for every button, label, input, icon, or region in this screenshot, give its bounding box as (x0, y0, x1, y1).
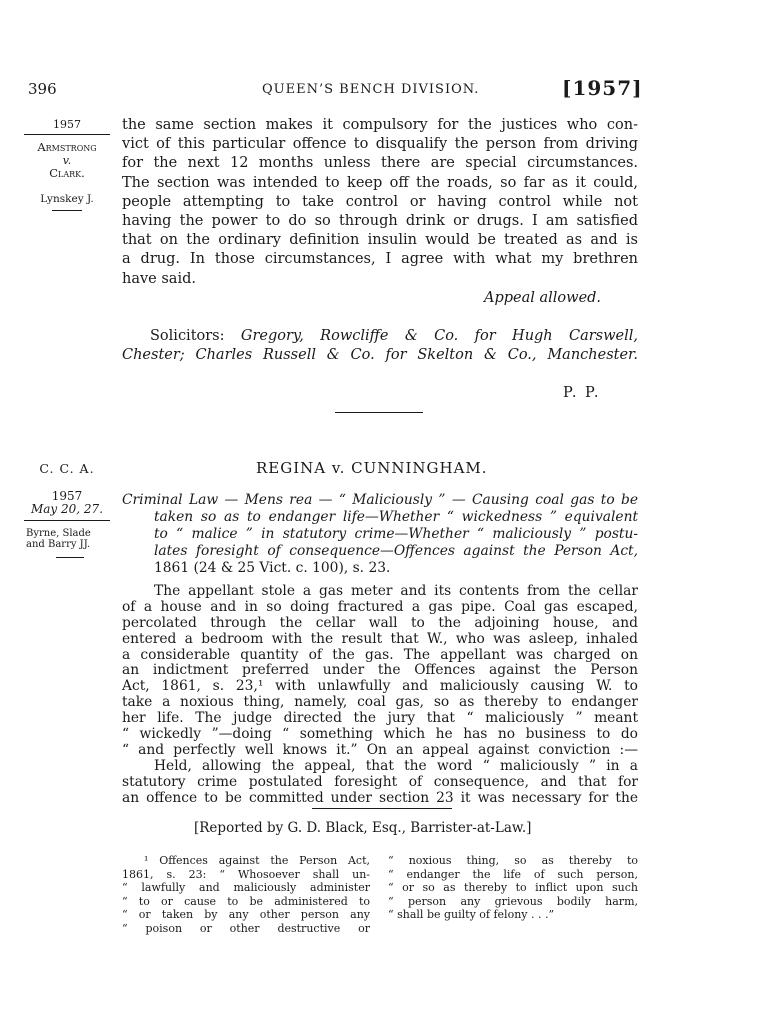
side-rule (24, 134, 110, 135)
reporter-separator (312, 808, 452, 809)
facts-line: “ wickedly ”—doing “ something which he has no business to do (122, 726, 638, 743)
facts-line: a considerable quantity of the gas. The appellant was charged on (122, 646, 638, 663)
footnote-line: “ shall be guilty of felony . . .” (388, 908, 555, 922)
headnote-line: to “ malice ” in statutory crime—Whether “ maliciously ” postu- (154, 526, 638, 542)
solicitors-line-2: Chester; Charles Russell & Co. for Skelton & Co., Manchester. (122, 347, 638, 364)
case-separator (335, 412, 423, 413)
facts-line: her life. The judge directed the jury that “ maliciously ” meant (122, 710, 638, 727)
solicitors-block (122, 327, 638, 365)
headnote-line: lates foresight of consequence—Offences against the Person Act, (154, 543, 638, 559)
facts-line: percolated through the cellar wall to the adjoining house, and (122, 614, 638, 631)
page-number: 396 (28, 80, 57, 98)
footnote-line: 1861, s. 23: “ Whosoever shall un- (122, 867, 370, 881)
headnote-line: taken so as to endanger life—Whether “ wickedness ” equivalent (154, 509, 638, 525)
footnote-line: “ or so as thereby to inflict upon such (388, 881, 638, 895)
footnote-line: “ to or cause to be administered to (122, 894, 370, 908)
text-line: have said. (122, 270, 196, 287)
volume-year: [1957] (562, 76, 643, 100)
footnote-line: “ noxious thing, so as thereby to (388, 854, 638, 867)
running-head: QUEEN’S BENCH DIVISION. (262, 82, 480, 97)
judges-line-1: Byrne, Slade (26, 528, 91, 539)
facts-line: entered a bedroom with the result that W., who was asleep, inhaled (122, 630, 638, 647)
text-line: The section was intended to keep off the roads, so far as it could, (122, 174, 638, 191)
appeal-allowed: Appeal allowed. (484, 290, 602, 306)
facts-line: “ and perfectly well knows it.” On an appeal against conviction :— (122, 741, 638, 758)
side-rule (24, 520, 110, 521)
side-note-court: C. C. A. (39, 461, 95, 476)
held-line: Held, allowing the appeal, that the word “ maliciously ” in a (154, 757, 638, 774)
footnote-line: “ lawfully and maliciously administer (122, 881, 370, 895)
facts-line: an indictment preferred under the Offences against the Person (122, 662, 638, 679)
side-note-date: May 20, 27. (30, 502, 104, 516)
reported-by: [Reported by G. D. Black, Esq., Barrister-at-Law.] (194, 820, 532, 836)
solicitors-line-1 (122, 327, 638, 346)
side-note-case-year: 1957 (51, 489, 83, 503)
footnote-line: “ person any grievous bodily harm, (388, 894, 638, 908)
text-line: for the next 12 months unless there are special circumstances. (122, 155, 638, 172)
headnote-line: 1861 (24 & 25 Vict. c. 100), s. 23. (154, 560, 391, 576)
held-line: an offence to be committed under section 23 it was necessary for the (122, 789, 638, 806)
side-note-judges (26, 528, 116, 550)
side-rule-short (52, 210, 82, 211)
text-line: that on the ordinary definition insulin would be treated as and is (122, 232, 638, 249)
side-note-party1: Armstrong (37, 140, 97, 154)
facts-paragraph (122, 584, 638, 806)
solicitors-label: Solicitors: (150, 328, 225, 344)
side-note-party2: Clark. (49, 166, 85, 180)
footnote-left-column (122, 854, 370, 936)
headnote (122, 492, 638, 577)
facts-line: take a noxious thing, namely, coal gas, so as thereby to endanger (122, 694, 638, 711)
facts-line: Act, 1861, s. 23,¹ with unlawfully and maliciously causing W. to (122, 678, 638, 695)
text-line: the same section makes it compulsory for the justices who con- (122, 117, 638, 133)
text-line: vict of this particular offence to disqualify the person from driving (122, 136, 638, 153)
case-title: REGINA v. CUNNINGHAM. (256, 459, 488, 477)
facts-line: of a house and in so doing fractured a gas pipe. Coal gas escaped, (122, 598, 638, 615)
held-line: statutory crime postulated foresight of consequence, and that for (122, 773, 638, 790)
side-note-v: v. (62, 154, 72, 167)
side-rule-short (56, 557, 84, 558)
footnote-line: “ endanger the life of such person, (388, 867, 638, 881)
footnote-line: “ poison or other destructive or (122, 921, 370, 935)
footnote-right-column (388, 854, 638, 922)
footnote-line: ¹ Offences against the Person Act, (144, 854, 370, 867)
text-line: a drug. In those circumstances, I agree with what my brethren (122, 251, 638, 268)
reporter-initials: P. P. (563, 385, 601, 401)
judgment-continuation (122, 116, 638, 289)
side-note-year: 1957 (53, 118, 81, 131)
judges-line-2: and Barry JJ. (26, 539, 91, 550)
solicitors-names-1: Gregory, Rowcliffe & Co. for Hugh Carswell, (240, 328, 639, 344)
headnote-line: Criminal Law — Mens rea — “ Maliciously ” — Causing coal gas to be (122, 492, 638, 508)
facts-line: The appellant stole a gas meter and its contents from the cellar (154, 583, 638, 599)
side-note-judge: Lynskey J. (40, 193, 94, 205)
footnote-line: “ or taken by any other person any (122, 908, 370, 922)
text-line: having the power to do so through drink or drugs. I am satisfied (122, 212, 638, 229)
text-line: people attempting to take control or having control while not (122, 193, 638, 210)
